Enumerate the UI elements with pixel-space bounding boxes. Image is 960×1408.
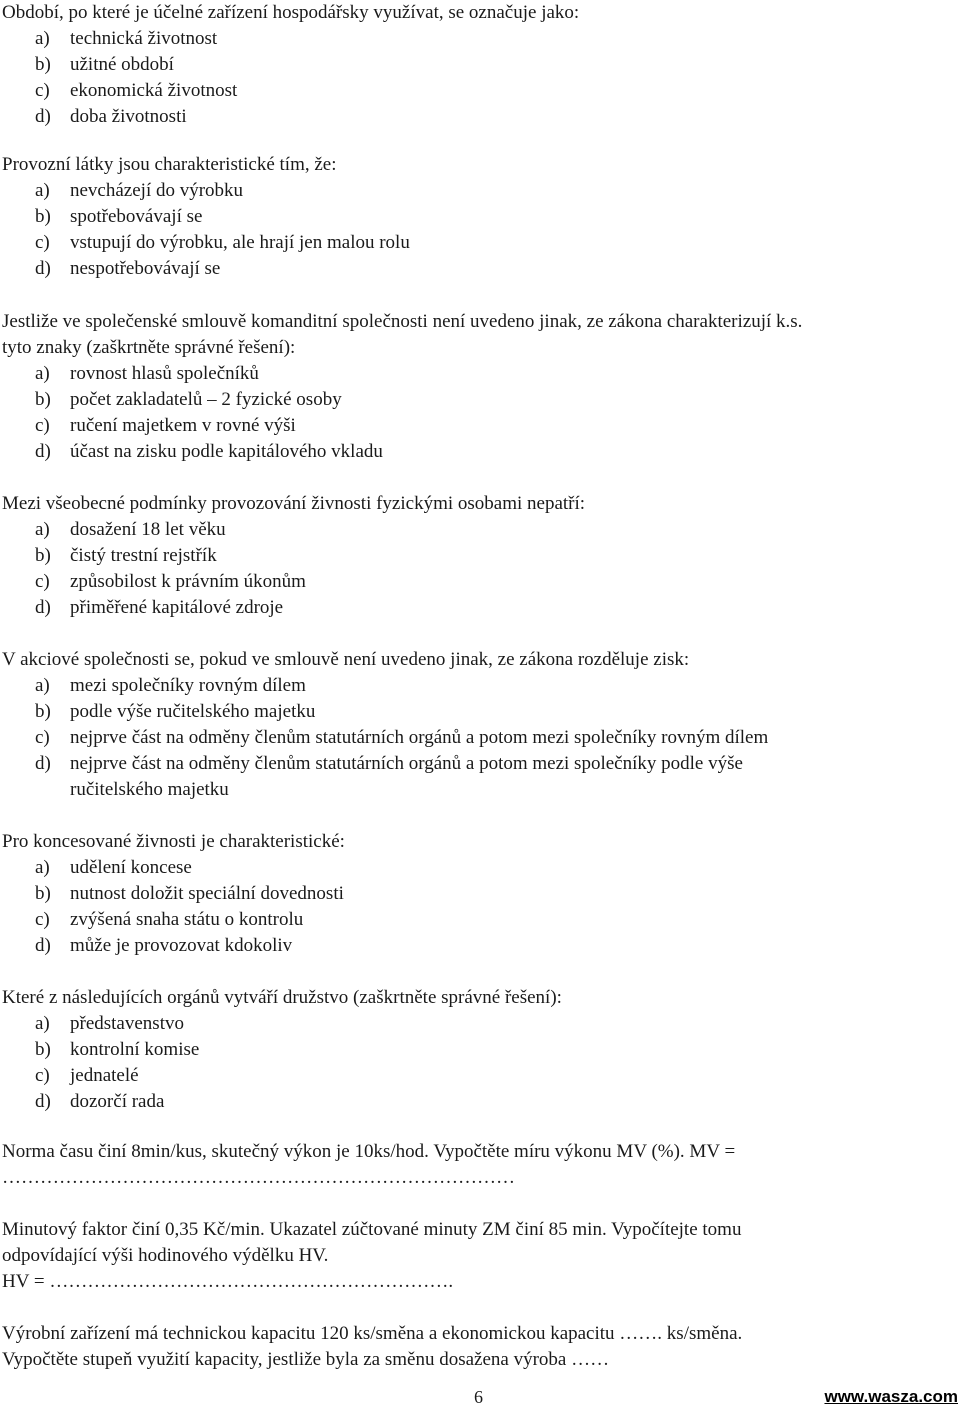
option-letter: d) [35, 1091, 51, 1112]
option-letter: c) [35, 415, 50, 436]
option-a[interactable] [2, 673, 768, 699]
option-letter: a) [35, 28, 50, 49]
question-prompt: Minutový faktor činí 0,35 Kč/min. Ukazatel zúčtované minuty ZM činí 85 min. Vypočítejte tomu [2, 1219, 742, 1240]
option-letter: a) [35, 1013, 50, 1034]
option-letter: b) [35, 389, 51, 410]
option-d[interactable] [2, 751, 768, 777]
question-prompt: Provozní látky jsou charakteristické tím, že: [2, 154, 337, 175]
option-letter: c) [35, 232, 50, 253]
option-letter: b) [35, 206, 51, 227]
option-text: způsobilost k právním úkonům [70, 571, 306, 592]
question-9 [2, 1217, 741, 1295]
option-b[interactable] [2, 881, 345, 907]
option-letter: d) [35, 935, 51, 956]
question-prompt-continued: Vypočtěte stupeň využití kapacity, jestliže byla za směnu dosažena výroba …… [2, 1349, 610, 1370]
option-letter: c) [35, 727, 50, 748]
option-letter: c) [35, 571, 50, 592]
option-letter: a) [35, 180, 50, 201]
option-text: technická životnost [70, 28, 218, 49]
option-text: vstupují do výrobku, ale hrají jen malou rolu [70, 232, 410, 253]
option-c[interactable] [2, 1063, 562, 1089]
option-text: nevcházejí do výrobku [70, 180, 244, 201]
option-b[interactable] [2, 204, 410, 230]
question-1 [2, 0, 579, 130]
option-b[interactable] [2, 543, 585, 569]
option-text: účast na zisku podle kapitálového vkladu [70, 441, 383, 462]
question-5 [2, 647, 768, 803]
option-letter: c) [35, 909, 50, 930]
option-b[interactable] [2, 699, 768, 725]
question-7 [2, 985, 562, 1115]
answer-blank[interactable]: ……………………………………………………………………… [2, 1167, 515, 1188]
option-text: zvýšená snaha státu o kontrolu [70, 909, 304, 930]
option-letter: b) [35, 883, 51, 904]
option-letter: a) [35, 857, 50, 878]
option-c[interactable] [2, 78, 579, 104]
option-b[interactable] [2, 387, 802, 413]
option-a[interactable] [2, 361, 802, 387]
option-letter: d) [35, 441, 51, 462]
option-text: mezi společníky rovným dílem [70, 675, 306, 696]
option-text: ručení majetkem v rovné výši [70, 415, 296, 436]
question-prompt: Norma času činí 8min/kus, skutečný výkon je 10ks/hod. Vypočtěte míru výkonu MV (%). MV = [2, 1141, 736, 1162]
option-text: dosažení 18 let věku [70, 519, 226, 540]
option-a[interactable] [2, 178, 410, 204]
question-prompt: Pro koncesované živnosti je charakteristické: [2, 831, 345, 852]
option-letter: a) [35, 519, 50, 540]
option-a[interactable] [2, 1011, 562, 1037]
option-d[interactable] [2, 933, 345, 959]
option-letter: b) [35, 54, 51, 75]
option-text: jednatelé [70, 1065, 139, 1086]
option-d[interactable] [2, 595, 585, 621]
website-link[interactable]: www.wasza.com [824, 1387, 958, 1406]
answer-blank[interactable]: HV = ………………………………………………………. [2, 1271, 454, 1292]
option-text: nutnost doložit speciální dovednosti [70, 883, 344, 904]
question-prompt: Mezi všeobecné podmínky provozování živnosti fyzickými osobami nepatří: [2, 493, 586, 514]
option-b[interactable] [2, 1037, 562, 1063]
option-text: představenstvo [70, 1013, 184, 1034]
option-text: užitné období [70, 54, 174, 75]
option-d[interactable] [2, 1089, 562, 1115]
question-8 [2, 1139, 735, 1191]
question-10 [2, 1321, 742, 1373]
option-text: podle výše ručitelského majetku [70, 701, 316, 722]
option-d[interactable] [2, 104, 579, 130]
option-letter: d) [35, 106, 51, 127]
option-letter: a) [35, 363, 50, 384]
option-d[interactable] [2, 439, 802, 465]
question-prompt: Jestliže ve společenské smlouvě komanditní společnosti není uvedeno jinak, ze zákona charakterizují k.s. [2, 311, 803, 332]
option-text: nespotřebovávají se [70, 258, 221, 279]
option-text: kontrolní komise [70, 1039, 200, 1060]
option-letter: c) [35, 80, 50, 101]
question-6 [2, 829, 345, 959]
question-2 [2, 152, 410, 282]
option-text: doba životnosti [70, 106, 187, 127]
option-text: nejprve část na odměny členům statutárních orgánů a potom mezi společníky rovným dílem [70, 727, 769, 748]
option-letter: b) [35, 701, 51, 722]
option-b[interactable] [2, 52, 579, 78]
option-c[interactable] [2, 230, 410, 256]
option-letter: c) [35, 1065, 50, 1086]
option-letter: d) [35, 258, 51, 279]
question-prompt: Období, po které je účelné zařízení hospodářsky využívat, se označuje jako: [2, 2, 580, 23]
option-text: rovnost hlasů společníků [70, 363, 259, 384]
option-text: spotřebovávají se [70, 206, 203, 227]
option-a[interactable] [2, 517, 585, 543]
option-letter: d) [35, 597, 51, 618]
question-prompt-continued: odpovídající výši hodinového výdělku HV. [2, 1245, 329, 1266]
option-c[interactable] [2, 907, 345, 933]
option-text: přiměřené kapitálové zdroje [70, 597, 284, 618]
option-letter: b) [35, 545, 51, 566]
option-text: nejprve část na odměny členům statutárních orgánů a potom mezi společníky podle výše [70, 753, 743, 774]
option-letter: a) [35, 675, 50, 696]
question-4 [2, 491, 585, 621]
option-text-continued: ručitelského majetku [70, 779, 229, 800]
option-text: počet zakladatelů – 2 fyzické osoby [70, 389, 342, 410]
question-prompt: Výrobní zařízení má technickou kapacitu 120 ks/směna a ekonomickou kapacitu ……. ks/směna. [2, 1323, 743, 1344]
option-c[interactable] [2, 413, 802, 439]
question-prompt-continued: tyto znaky (zaškrtněte správné řešení): [2, 337, 296, 358]
option-letter: b) [35, 1039, 51, 1060]
option-c[interactable] [2, 569, 585, 595]
option-d[interactable] [2, 256, 410, 282]
option-text: udělení koncese [70, 857, 192, 878]
option-text: čistý trestní rejstřík [70, 545, 217, 566]
option-text: může je provozovat kdokoliv [70, 935, 293, 956]
option-a[interactable] [2, 26, 579, 52]
option-text: ekonomická životnost [70, 80, 238, 101]
question-prompt: Které z následujících orgánů vytváří družstvo (zaškrtněte správné řešení): [2, 987, 562, 1008]
question-prompt: V akciové společnosti se, pokud ve smlouvě není uvedeno jinak, ze zákona rozděluje zisk: [2, 649, 690, 670]
option-c[interactable] [2, 725, 768, 751]
option-text: dozorčí rada [70, 1091, 165, 1112]
question-3 [2, 309, 802, 465]
page-number: 6 [474, 1387, 483, 1407]
option-letter: d) [35, 753, 51, 774]
option-a[interactable] [2, 855, 345, 881]
